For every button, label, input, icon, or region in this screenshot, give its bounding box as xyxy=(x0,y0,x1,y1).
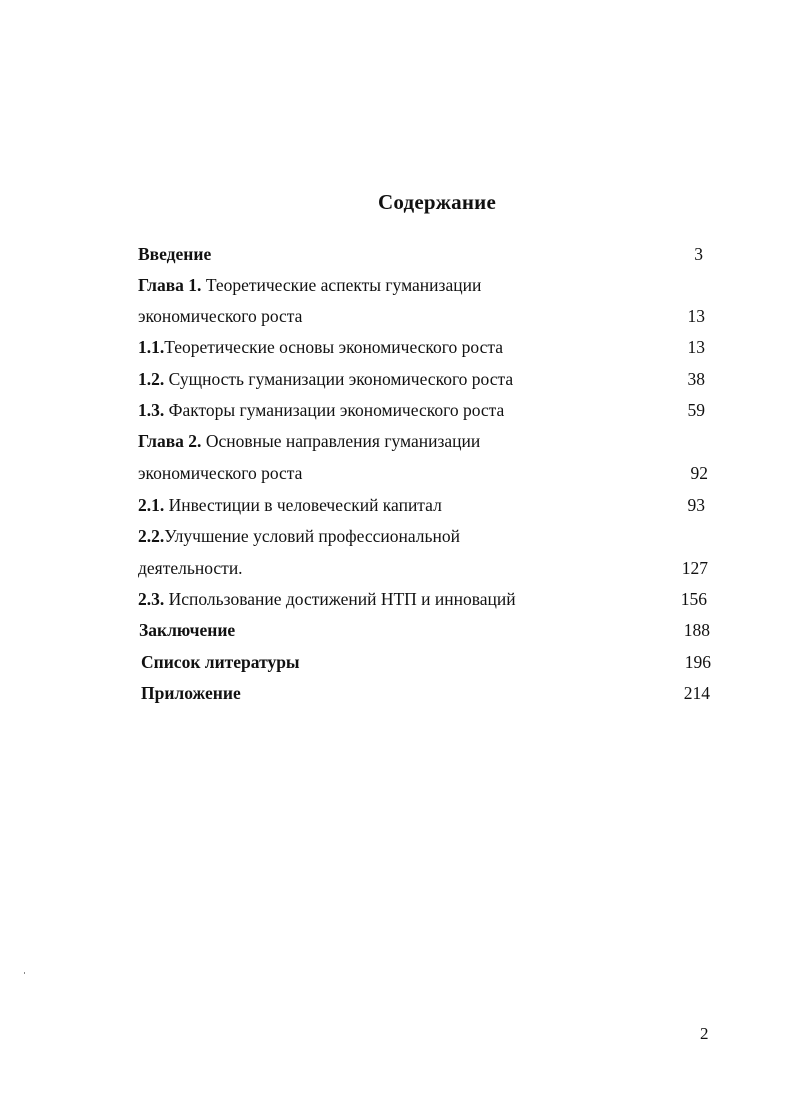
toc-entry-text: Глава 1. Теоретические аспекты гуманизации xyxy=(138,275,482,295)
toc-entry-page: 38 xyxy=(687,369,705,389)
toc-entry-page: 93 xyxy=(687,495,705,515)
toc-entry-page: 156 xyxy=(680,589,707,609)
page-number: 2 xyxy=(700,1024,709,1043)
toc-entry-appendix xyxy=(0,678,796,709)
toc-entry-conclusion xyxy=(0,615,796,646)
toc-entry-page: 13 xyxy=(687,337,705,357)
toc-entry-section-2-2 xyxy=(0,521,796,552)
toc-entry-section-1-2 xyxy=(0,364,796,395)
toc-entry-text: Введение xyxy=(138,244,212,264)
toc-entry-page: 127 xyxy=(681,558,708,578)
toc-entry-page: 13 xyxy=(687,306,705,326)
toc-entry-text: 1.3. Факторы гуманизации экономического роста xyxy=(138,400,505,420)
toc-entry-section-2-3 xyxy=(0,584,796,615)
toc-entry-text: 1.1.Теоретические основы экономического роста xyxy=(138,337,503,357)
toc-entry-text: Приложение xyxy=(141,683,241,703)
page-title: Содержание xyxy=(378,190,496,214)
toc-entry-page: 92 xyxy=(690,463,708,483)
toc-entry-text: Заключение xyxy=(139,620,236,640)
scan-speck xyxy=(24,972,25,974)
toc-entry-text: экономического роста xyxy=(138,463,303,483)
toc-entry-text: 1.2. Сущность гуманизации экономического роста xyxy=(138,369,514,389)
toc-entry-page: 196 xyxy=(684,652,711,672)
toc-entry-chapter-2-cont xyxy=(0,458,796,489)
toc-entry-page: 214 xyxy=(683,683,710,703)
toc-entry-text: Глава 2. Основные направления гуманизации xyxy=(138,431,481,451)
toc-entry-text: 2.2.Улучшение условий профессиональной xyxy=(138,526,460,546)
toc-entry-introduction xyxy=(0,239,796,270)
toc-entry-page: 59 xyxy=(687,400,705,420)
toc-entry-chapter-2 xyxy=(0,426,796,457)
toc-entry-text: 2.3. Использование достижений НТП и инноваций xyxy=(138,589,516,609)
toc-entry-section-2-2-cont xyxy=(0,553,796,584)
toc-entry-text: 2.1. Инвестиции в человеческий капитал xyxy=(138,495,442,515)
toc-entry-page: 188 xyxy=(683,620,710,640)
toc-entry-page: 3 xyxy=(694,244,703,264)
toc-entry-text: экономического роста xyxy=(138,306,303,326)
toc-entry-bibliography xyxy=(0,647,796,678)
toc-entry-text: Список литературы xyxy=(141,652,300,672)
toc-entry-section-1-1 xyxy=(0,332,796,363)
toc-entry-chapter-1 xyxy=(0,270,796,301)
toc-entry-section-2-1 xyxy=(0,490,796,521)
toc-entry-section-1-3 xyxy=(0,395,796,426)
toc-entry-text: деятельности. xyxy=(138,558,243,578)
toc-entry-chapter-1-cont xyxy=(0,301,796,332)
